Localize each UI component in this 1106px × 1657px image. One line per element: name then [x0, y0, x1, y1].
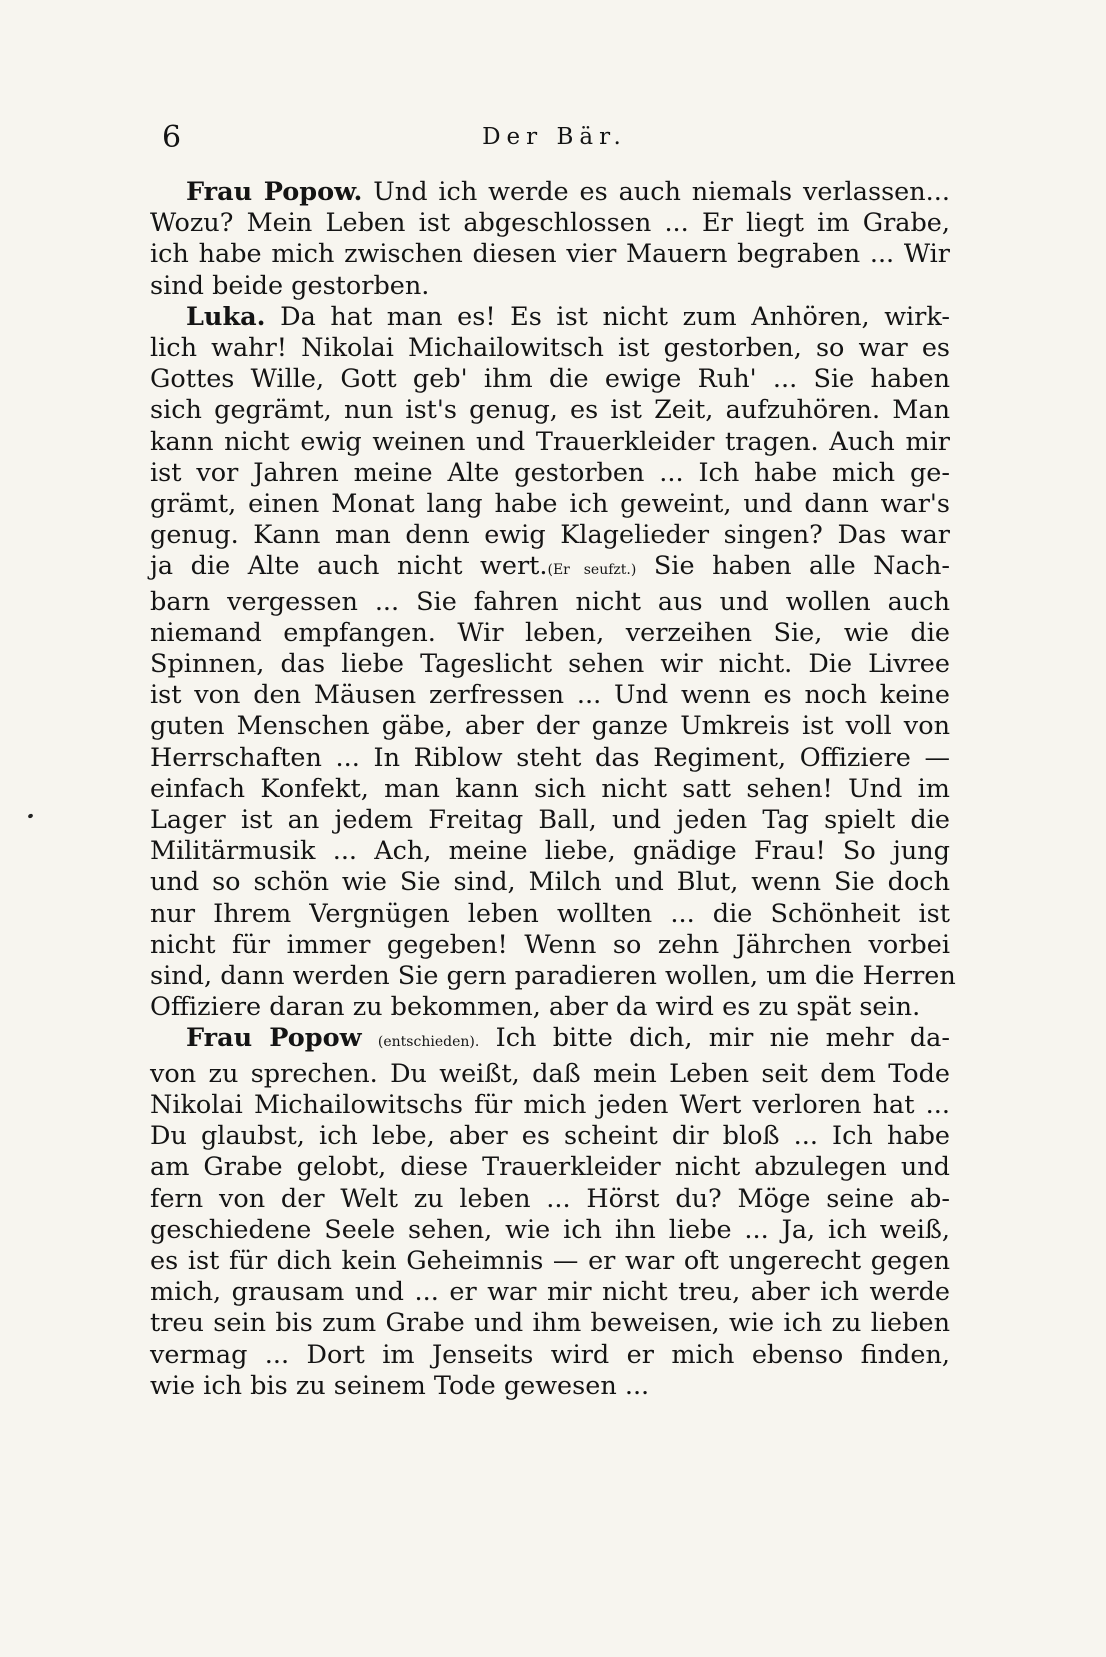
text-line: [150, 395, 950, 426]
line-text: Spinnen, das liebe Tageslicht sehen wir nicht. Die Livree: [150, 649, 950, 680]
stage-direction: (entschieden).: [377, 1034, 480, 1051]
line-text: Ich bitte dich, mir nie mehr da-: [479, 1023, 951, 1054]
line-text: grämt, einen Monat lang habe ich geweint, und dann war's: [150, 489, 950, 520]
text-line: [150, 649, 950, 680]
line-text: Du glaubst, ich lebe, aber es scheint dir bloß ... Ich habe: [150, 1121, 950, 1152]
line-text: ich habe mich zwischen diesen vier Mauern begraben ... Wir: [150, 239, 950, 270]
line-text: Offiziere daran zu bekommen, aber da wird es zu spät sein.: [150, 992, 921, 1023]
speaker-name: Frau Popow: [186, 1023, 362, 1054]
line-text: fern von der Welt zu leben ... Hörst du? Möge seine ab-: [150, 1183, 950, 1214]
line-text: Nikolai Michailowitschs für mich jeden Wert verloren hat ...: [150, 1089, 950, 1120]
line-text: nur Ihrem Vergnügen leben wollten ... die Schönheit ist: [150, 898, 950, 929]
line-text: Wozu? Mein Leben ist abgeschlossen ... Er liegt im Grabe,: [150, 208, 950, 239]
line-text: mich, grausam und ... er war mir nicht treu, aber ich werde: [150, 1277, 950, 1308]
line-text: es ist für dich kein Geheimnis — er war oft ungerecht gegen: [150, 1245, 950, 1276]
line-text: kann nicht ewig weinen und Trauerkleider tragen. Auch mir: [150, 426, 950, 457]
line-text: Militärmusik ... Ach, meine liebe, gnädige Frau! So jung: [150, 836, 950, 867]
text-line: [150, 1184, 950, 1215]
text-line: [150, 743, 950, 774]
line-text: Lager ist an jedem Freitag Ball, und jeden Tag spielt die: [150, 805, 950, 836]
text-line: [150, 1246, 950, 1277]
line-text: Da hat man es! Es ist nicht zum Anhören, wirk-: [265, 301, 950, 332]
stage-direction: (Er seufzt.): [547, 562, 637, 579]
text-line: [150, 1215, 950, 1246]
text-line: [150, 618, 950, 649]
text-line: [150, 680, 950, 711]
text-line: [150, 1090, 950, 1121]
text-line: [150, 1023, 950, 1058]
text-line: [150, 774, 950, 805]
line-text: lich wahr! Nikolai Michailowitsch ist gestorben, so war es: [150, 333, 950, 364]
line-text: ist von den Mäusen zerfressen ... Und wenn es noch keine: [150, 680, 950, 711]
text-line: [150, 364, 950, 395]
line-text: am Grabe gelobt, diese Trauerkleider nicht abzulegen und: [150, 1152, 950, 1183]
print-speck: [27, 813, 33, 819]
speaker-name: Frau Popow.: [186, 177, 363, 207]
line-text: Herrschaften ... In Riblow steht das Regiment, Offiziere —: [150, 742, 950, 773]
line-text: Sie haben alle Nach-: [636, 551, 951, 582]
text-line: [150, 333, 950, 364]
dialogue-text: [150, 177, 956, 1402]
text-line: [150, 1152, 950, 1183]
text-line: [150, 208, 950, 239]
text-line: [150, 551, 950, 586]
line-text: nicht für immer gegeben! Wenn so zehn Jährchen vorbei: [150, 929, 950, 960]
line-text: niemand empfangen. Wir leben, verzeihen Sie, wie die: [150, 617, 950, 648]
text-line: [150, 427, 950, 458]
line-text: von zu sprechen. Du weißt, daß mein Leben seit dem Tode: [150, 1058, 950, 1089]
line-text: einfach Konfekt, man kann sich nicht satt sehen! Und im: [150, 773, 950, 804]
line-text: ja die Alte auch nicht wert.: [150, 551, 548, 582]
text-line: [150, 271, 950, 302]
text-line: [150, 899, 950, 930]
line-text: vermag ... Dort im Jenseits wird er mich ebenso finden,: [150, 1339, 950, 1370]
text-line: [150, 1277, 950, 1308]
text-line: [150, 1340, 950, 1371]
text-line: [150, 587, 950, 618]
text-line: [150, 930, 950, 961]
text-line: [150, 1308, 950, 1339]
page-header: [162, 120, 947, 160]
page-number: 6: [162, 120, 182, 155]
line-text: [362, 1023, 378, 1053]
text-line: [150, 1121, 950, 1152]
text-line: [150, 1371, 950, 1402]
line-text: ist vor Jahren meine Alte gestorben ... Ich habe mich ge-: [150, 457, 950, 488]
text-line: [150, 302, 950, 333]
text-line: [150, 867, 950, 898]
line-text: geschiedene Seele sehen, wie ich ihn liebe ... Ja, ich weiß,: [150, 1214, 950, 1245]
text-line: [150, 992, 950, 1023]
line-text: wie ich bis zu seinem Tode gewesen ...: [150, 1370, 650, 1401]
text-line: [150, 836, 950, 867]
text-line: [150, 805, 950, 836]
text-line: [150, 520, 950, 551]
line-text: und so schön wie Sie sind, Milch und Blut, wenn Sie doch: [150, 867, 950, 898]
text-line: [150, 961, 956, 992]
text-line: [150, 458, 950, 489]
line-text: Gottes Wille, Gott geb' ihm die ewige Ruh' ... Sie haben: [150, 364, 950, 395]
line-text: sich gegrämt, nun ist's genug, es ist Zeit, aufzuhören. Man: [150, 395, 950, 426]
running-title: Der Bär.: [482, 124, 627, 150]
line-text: sind beide gestorben.: [150, 270, 430, 301]
text-line: [150, 711, 950, 742]
speaker-name: Luka.: [186, 301, 266, 332]
text-line: [150, 489, 950, 520]
line-text: barn vergessen ... Sie fahren nicht aus und wollen auch: [150, 586, 950, 617]
line-text: sind, dann werden Sie gern paradieren wollen, um die Herren: [150, 961, 956, 992]
line-text: Und ich werde es auch niemals verlassen...: [362, 177, 950, 207]
line-text: treu sein bis zum Grabe und ihm beweisen, wie ich zu lieben: [150, 1308, 950, 1339]
line-text: genug. Kann man denn ewig Klagelieder singen? Das war: [150, 520, 950, 551]
line-text: guten Menschen gäbe, aber der ganze Umkreis ist voll von: [150, 711, 950, 742]
text-line: [150, 177, 950, 208]
text-line: [150, 1059, 950, 1090]
text-line: [150, 239, 950, 270]
